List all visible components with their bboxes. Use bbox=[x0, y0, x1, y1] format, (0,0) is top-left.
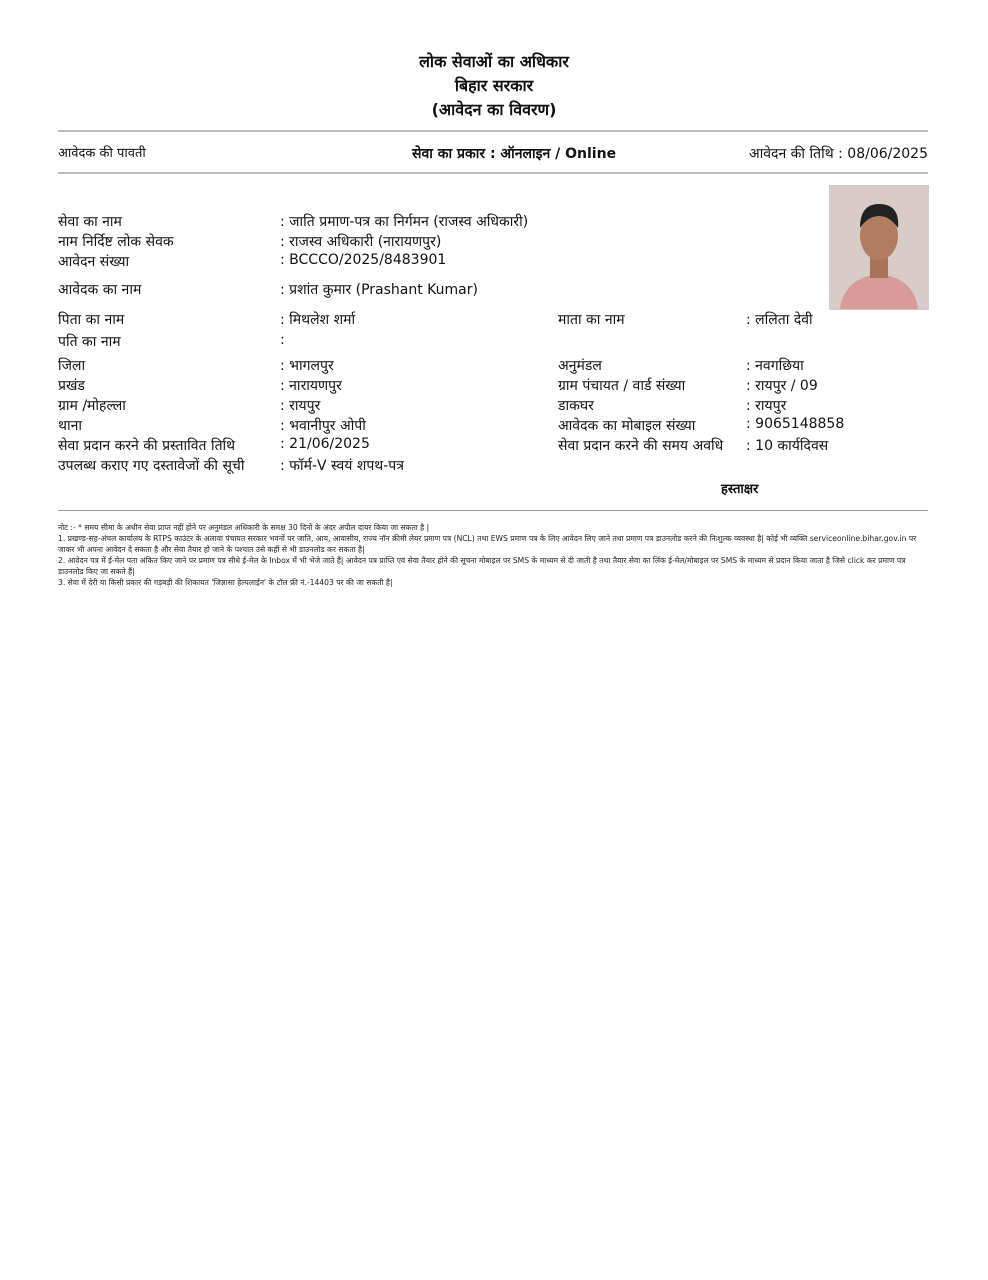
divider bbox=[58, 510, 928, 511]
field-value: : रायपुर / 09 bbox=[746, 378, 818, 394]
field-label: नाम निर्दिष्ट लोक सेवक bbox=[58, 234, 174, 250]
field-value: : प्रशांत कुमार (Prashant Kumar) bbox=[280, 282, 478, 298]
field-label: उपलब्ध कराए गए दस्तावेजों की सूची bbox=[58, 458, 245, 474]
field-value: : bbox=[280, 332, 285, 348]
notes-section bbox=[58, 522, 928, 588]
signature-label: हस्ताक्षर bbox=[721, 482, 759, 497]
field-value: : रायपुर bbox=[746, 398, 787, 414]
field-label: सेवा प्रदान करने की प्रस्तावित तिथि bbox=[58, 438, 236, 454]
field-label: माता का नाम bbox=[558, 312, 625, 328]
field-value: : ललिता देवी bbox=[746, 312, 813, 328]
field-value: : भवानीपुर ओपी bbox=[280, 418, 366, 434]
receipt-label: आवेदक की पावती bbox=[58, 146, 146, 161]
field-value: : भागलपुर bbox=[280, 358, 334, 374]
header-subtitle: (आवेदन का विवरण) bbox=[431, 100, 557, 119]
field-label: थाना bbox=[58, 418, 82, 434]
application-date: आवेदन की तिथि : 08/06/2025 bbox=[748, 146, 928, 162]
field-label: सेवा प्रदान करने की समय अवधि bbox=[558, 438, 724, 454]
field-value: : नारायणपुर bbox=[280, 378, 342, 394]
field-label: आवेदन संख्या bbox=[58, 254, 130, 270]
header-title: लोक सेवाओं का अधिकार bbox=[419, 52, 569, 71]
field-label: ग्राम /मोहल्ला bbox=[58, 398, 126, 414]
field-value: : फॉर्म-V स्वयं शपथ-पत्र bbox=[280, 458, 404, 474]
field-value: : 21/06/2025 bbox=[280, 436, 370, 452]
field-label: आवेदक का मोबाइल संख्या bbox=[558, 418, 696, 434]
field-label: आवेदक का नाम bbox=[58, 282, 142, 298]
field-label: पिता का नाम bbox=[58, 312, 125, 328]
field-label: ग्राम पंचायत / वार्ड संख्या bbox=[558, 378, 686, 394]
field-value: : मिथलेश शर्मा bbox=[280, 312, 356, 328]
header-govt: बिहार सरकार bbox=[454, 76, 534, 95]
field-value: : नवगछिया bbox=[746, 358, 804, 374]
field-value: : रायपुर bbox=[280, 398, 321, 414]
field-value: : BCCCO/2025/8483901 bbox=[280, 252, 447, 268]
note: नोट :- * समय सीमा के अधीन सेवा प्राप्त नहीं होने पर अनुमंडल अधिकारी के समक्ष 30 दिनों के अंदर अपील दायर किया जा सकता है | bbox=[58, 523, 430, 532]
field-value: : राजस्व अधिकारी (नारायणपुर) bbox=[280, 234, 442, 250]
service-type: सेवा का प्रकार : ऑनलाइन / Online bbox=[412, 146, 617, 162]
divider bbox=[58, 172, 928, 174]
field-value: : 10 कार्यदिवस bbox=[746, 438, 829, 454]
field-label: सेवा का नाम bbox=[58, 214, 122, 230]
field-label: डाकघर bbox=[558, 398, 594, 414]
field-value: : जाति प्रमाण-पत्र का निर्गमन (राजस्व अधिकारी) bbox=[280, 214, 529, 230]
note: 1. प्रखण्ड-सह-अंचल कार्यालय के RTPS काउंटर के अलावा पंचायत सरकार भवनों पर जाति, आय, आवासीय, राज्य नॉन क्रीमी लेयर प्रमाण पत्र (NCL) तथा EWS प्रमाण पत्र के लिए आवेदन लिए जाने तथा प्रमाण पत्र डाउनलोड करने की निःशुल्क व्यवस्था है| कोई भी व्यक्ति serviceonline.bihar.gov.in पर जाकर भी अपना आवेदन दे सकता है और सेवा तैयार हो जाने के पश्चात उसे कहीं से भी डाउनलोड कर सकता है| bbox=[58, 534, 917, 554]
field-label: अनुमंडल bbox=[558, 358, 602, 374]
field-label: प्रखंड bbox=[58, 378, 85, 394]
field-label: जिला bbox=[58, 358, 86, 374]
note: 3. सेवा में देरी या किसी प्रकार की गड़बड़ी की शिकायत 'जिज्ञासा हेल्पलाईन' के टॉल फ्री नं.-14403 पर की जा सकती है| bbox=[58, 578, 393, 587]
applicant-photo bbox=[829, 185, 929, 310]
field-value: : 9065148858 bbox=[746, 416, 845, 432]
note: 2. आवेदन पत्र में ई-मेल पता अंकित किए जाने पर प्रमाण पत्र सीधे ई-मेल के Inbox में भी भेजे जाते हैं| आवेदन पत्र प्राप्ति एवं सेवा तैयार होने की सूचना मोबाइल पर SMS के माध्यम से दी जाती है तथा तैयार सेवा का लिंक ई-मेल/मोबाइल पर SMS के माध्यम से प्रदान किया जाता है जिसे click कर प्रमाण पत्र डाउनलोड किए जा सकते हैं| bbox=[58, 556, 906, 576]
field-label: पति का नाम bbox=[58, 334, 121, 350]
divider bbox=[58, 130, 928, 132]
